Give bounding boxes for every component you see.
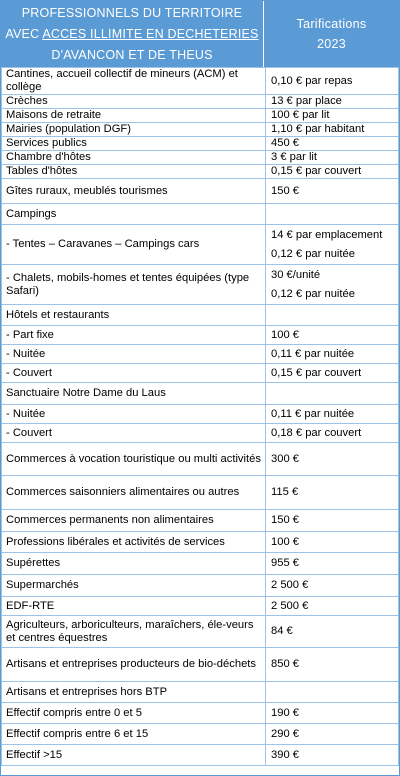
row-price-cell — [266, 151, 399, 165]
table-row — [2, 204, 399, 225]
table-row — [2, 405, 399, 424]
row-price-cell — [266, 179, 399, 204]
row-price: 0,15 € par couvert — [271, 366, 362, 379]
row-price-cell — [266, 225, 399, 265]
row-label: Professions libérales et activités de services — [2, 532, 266, 553]
row-price-cell — [266, 745, 399, 766]
row-label: Campings — [2, 204, 266, 225]
table-row — [2, 616, 399, 648]
table-row — [2, 265, 399, 305]
row-price-cell — [266, 383, 399, 405]
row-price-cell — [266, 443, 399, 476]
row-label: - Couvert — [2, 424, 266, 443]
table-row — [2, 179, 399, 204]
header-tariff-column — [264, 1, 399, 67]
row-label: Agriculteurs, arboriculteurs, maraîchers, éle-veurs et centres équestres — [2, 616, 266, 648]
table-row — [2, 383, 399, 405]
row-price: 2 500 € — [271, 579, 309, 591]
row-price: 150 € — [271, 184, 299, 197]
row-price: 450 € — [271, 137, 299, 149]
row-label: Chambre d'hôtes — [2, 151, 266, 165]
tariff-table — [1, 67, 399, 766]
row-price-cell — [266, 137, 399, 151]
row-price: 0,15 € par couvert — [271, 165, 362, 177]
header-left-line-2-underlined: ACCES ILLIMITE EN DECHETERIES — [42, 26, 259, 41]
table-row — [2, 648, 399, 682]
row-label: Cantines, accueil collectif de mineurs (ACM) et collège — [2, 68, 266, 95]
row-price: 1,10 € par habitant — [271, 123, 365, 135]
table-row — [2, 724, 399, 745]
row-price-cell — [266, 703, 399, 724]
table-row — [2, 532, 399, 553]
row-label: Effectif compris entre 0 et 5 — [2, 703, 266, 724]
row-label: - Nuitée — [2, 345, 266, 364]
row-price: 115 € — [271, 486, 299, 498]
row-price-cell — [266, 68, 399, 95]
row-label: Tables d'hôtes — [2, 165, 266, 179]
table-row — [2, 151, 399, 165]
row-price-cell — [266, 616, 399, 648]
row-price-cell — [266, 305, 399, 326]
row-price-cell — [266, 532, 399, 553]
row-label: Artisans et entreprises hors BTP — [2, 682, 266, 703]
row-price: 2 500 € — [271, 599, 309, 612]
row-price: 100 € — [271, 328, 299, 341]
row-label: - Couvert — [2, 364, 266, 383]
row-label: Supermarchés — [2, 575, 266, 597]
row-label: Mairies (population DGF) — [2, 123, 266, 137]
row-price-cell — [266, 265, 399, 305]
row-price: 150 € — [271, 514, 299, 526]
row-price-cell — [266, 553, 399, 575]
table-row — [2, 123, 399, 137]
row-label: Supérettes — [2, 553, 266, 575]
row-price: 290 € — [271, 727, 299, 740]
row-price-cell — [266, 682, 399, 703]
row-label: Artisans et entreprises producteurs de bio-déchets — [2, 648, 266, 682]
row-label: Services publics — [2, 137, 266, 151]
header-right-line-1: Tarifications — [296, 17, 367, 31]
row-price-cell — [266, 204, 399, 225]
row-price: 30 €/unité — [271, 268, 321, 281]
table-row — [2, 443, 399, 476]
row-price: 100 € — [271, 535, 299, 548]
table-row — [2, 68, 399, 95]
row-label: Sanctuaire Notre Dame du Laus — [2, 383, 266, 405]
row-price: 190 € — [271, 706, 299, 719]
table-header — [1, 1, 399, 67]
tariff-table-body — [2, 68, 399, 766]
row-price: 0,12 € par nuitée — [271, 247, 355, 260]
row-price-cell — [266, 123, 399, 137]
row-price-cell — [266, 424, 399, 443]
row-label: - Chalets, mobils-homes et tentes équipées (type Safari) — [2, 265, 266, 305]
table-row — [2, 745, 399, 766]
row-price: 84 € — [271, 625, 293, 637]
row-label: Effectif compris entre 6 et 15 — [2, 724, 266, 745]
header-left-line-2 — [5, 24, 258, 45]
row-price: 300 € — [271, 452, 299, 465]
table-row — [2, 510, 399, 532]
header-category-column — [1, 1, 264, 67]
row-price-cell — [266, 326, 399, 345]
table-row — [2, 165, 399, 179]
row-price-cell — [266, 364, 399, 383]
row-price: 955 € — [271, 557, 299, 569]
row-label: - Nuitée — [2, 405, 266, 424]
row-price: 3 € par lit — [271, 151, 318, 163]
table-row — [2, 575, 399, 597]
row-label: Commerces permanents non alimentaires — [2, 510, 266, 532]
row-label: Gîtes ruraux, meublés tourismes — [2, 179, 266, 204]
row-price: 0,11 € par nuitée — [271, 407, 355, 420]
header-left-line-3: D'AVANCON ET DE THEUS — [51, 47, 213, 62]
table-row — [2, 682, 399, 703]
row-price-cell — [266, 165, 399, 179]
row-label: Commerces à vocation touristique ou multi activités — [2, 443, 266, 476]
table-row — [2, 364, 399, 383]
table-row — [2, 553, 399, 575]
row-price-cell — [266, 597, 399, 616]
row-label: - Tentes – Caravanes – Campings cars — [2, 225, 266, 265]
row-price-cell — [266, 510, 399, 532]
table-row — [2, 137, 399, 151]
table-row — [2, 95, 399, 109]
row-price: 14 € par emplacement — [271, 228, 383, 241]
row-price: 13 € par place — [271, 95, 342, 107]
row-label: Effectif >15 — [2, 745, 266, 766]
row-price: 0,18 € par couvert — [271, 426, 362, 439]
table-row — [2, 225, 399, 265]
table-row — [2, 305, 399, 326]
row-price: 0,10 € par repas — [271, 74, 353, 87]
table-row — [2, 109, 399, 123]
row-price: 390 € — [271, 748, 299, 761]
row-price-cell — [266, 648, 399, 682]
header-right-line-2: 2023 — [316, 37, 346, 51]
row-price: 850 € — [271, 658, 299, 670]
row-label: EDF-RTE — [2, 597, 266, 616]
table-row — [2, 703, 399, 724]
row-price-cell — [266, 109, 399, 123]
table-row — [2, 597, 399, 616]
row-label: - Part fixe — [2, 326, 266, 345]
table-row — [2, 476, 399, 510]
row-label: Maisons de retraite — [2, 109, 266, 123]
table-row — [2, 345, 399, 364]
table-row — [2, 424, 399, 443]
header-left-line-2-prefix: AVEC — [5, 26, 43, 41]
row-price-cell — [266, 724, 399, 745]
row-price-cell — [266, 405, 399, 424]
row-price-cell — [266, 345, 399, 364]
header-left-line-1: PROFESSIONNELS DU TERRITOIRE — [21, 5, 243, 20]
row-label: Commerces saisonniers alimentaires ou autres — [2, 476, 266, 510]
table-row — [2, 326, 399, 345]
row-price-cell — [266, 575, 399, 597]
row-price-cell — [266, 476, 399, 510]
row-price: 0,12 € par nuitée — [271, 287, 355, 300]
row-label: Hôtels et restaurants — [2, 305, 266, 326]
row-price: 0,11 € par nuitée — [271, 347, 355, 360]
row-price: 100 € par lit — [271, 109, 330, 121]
row-label: Crèches — [2, 95, 266, 109]
row-price-cell — [266, 95, 399, 109]
